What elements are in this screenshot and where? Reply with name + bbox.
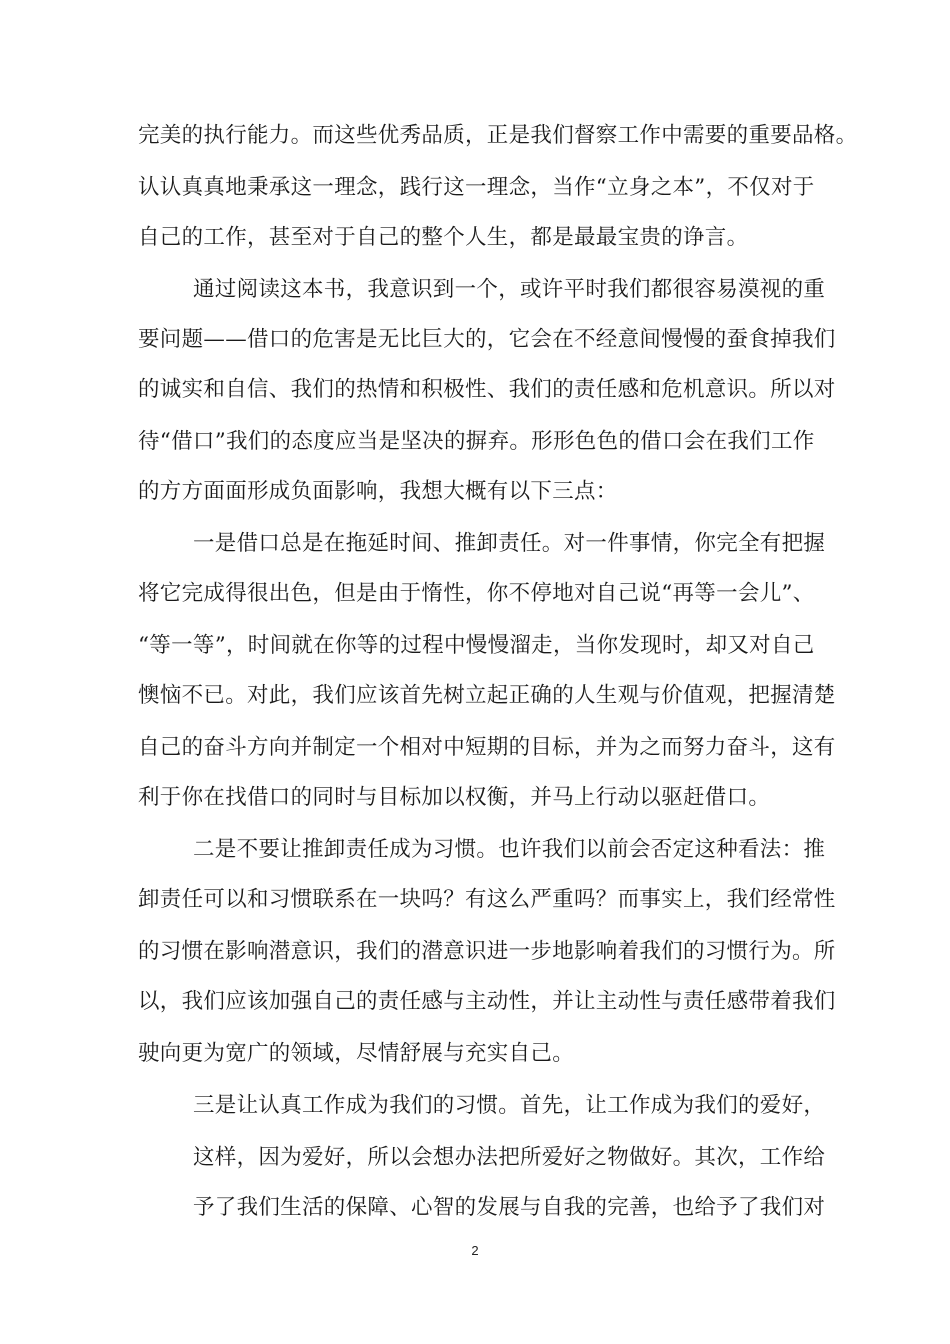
- text-line: 完美的执行能力。而这些优秀品质，正是我们督察工作中需要的重要品格。: [138, 123, 858, 148]
- text-line: 予了我们生活的保障、心智的发展与自我的完善，也给予了我们对: [193, 1195, 826, 1220]
- text-line: 的方方面面形成负面影响，我想大概有以下三点：: [138, 479, 618, 504]
- text-line: 认认真真地秉承这一理念，践行这一理念，当作“立身之本”，不仅对于: [138, 175, 815, 200]
- text-line: 待“借口”我们的态度应当是坚决的摒弃。形形色色的借口会在我们工作: [138, 429, 815, 454]
- text-line: 一是借口总是在拖延时间、推卸责任。对一件事情，你完全有把握: [193, 531, 826, 556]
- text-line: “等一等”，时间就在你等的过程中慢慢溜走，当你发现时，却又对自己: [138, 633, 815, 658]
- text-line: 懊恼不已。对此，我们应该首先树立起正确的人生观与价值观，把握清楚: [138, 683, 836, 708]
- text-line: 二是不要让推卸责任成为习惯。也许我们以前会否定这种看法：推: [193, 837, 826, 862]
- text-line: 通过阅读这本书，我意识到一个，或许平时我们都很容易漠视的重: [193, 277, 826, 302]
- text-line: 将它完成得很出色，但是由于惰性，你不停地对自己说“再等一会儿”、: [138, 581, 815, 606]
- text-line: 自己的工作，甚至对于自己的整个人生，都是最最宝贵的诤言。: [138, 225, 749, 250]
- text-line: 三是让认真工作成为我们的习惯。首先，让工作成为我们的爱好，: [193, 1093, 826, 1118]
- text-line: 以，我们应该加强自己的责任感与主动性，并让主动性与责任感带着我们: [138, 989, 836, 1014]
- text-line: 的诚实和自信、我们的热情和积极性、我们的责任感和危机意识。所以对: [138, 377, 836, 402]
- text-line: 利于你在找借口的同时与目标加以权衡，并马上行动以驱赶借口。: [138, 785, 771, 810]
- text-line: 的习惯在影响潜意识，我们的潜意识进一步地影响着我们的习惯行为。所: [138, 939, 836, 964]
- text-line: 卸责任可以和习惯联系在一块吗？有这么严重吗？而事实上，我们经常性: [138, 887, 836, 912]
- text-line: 要问题——借口的危害是无比巨大的，它会在不经意间慢慢的蚕食掉我们: [138, 327, 836, 352]
- page-number: 2: [471, 1243, 479, 1258]
- text-line: 驶向更为宽广的领域，尽情舒展与充实自己。: [138, 1041, 575, 1066]
- text-line: 这样，因为爱好，所以会想办法把所爱好之物做好。其次，工作给: [193, 1145, 826, 1170]
- text-line: 自己的奋斗方向并制定一个相对中短期的目标，并为之而努力奋斗，这有: [138, 735, 836, 760]
